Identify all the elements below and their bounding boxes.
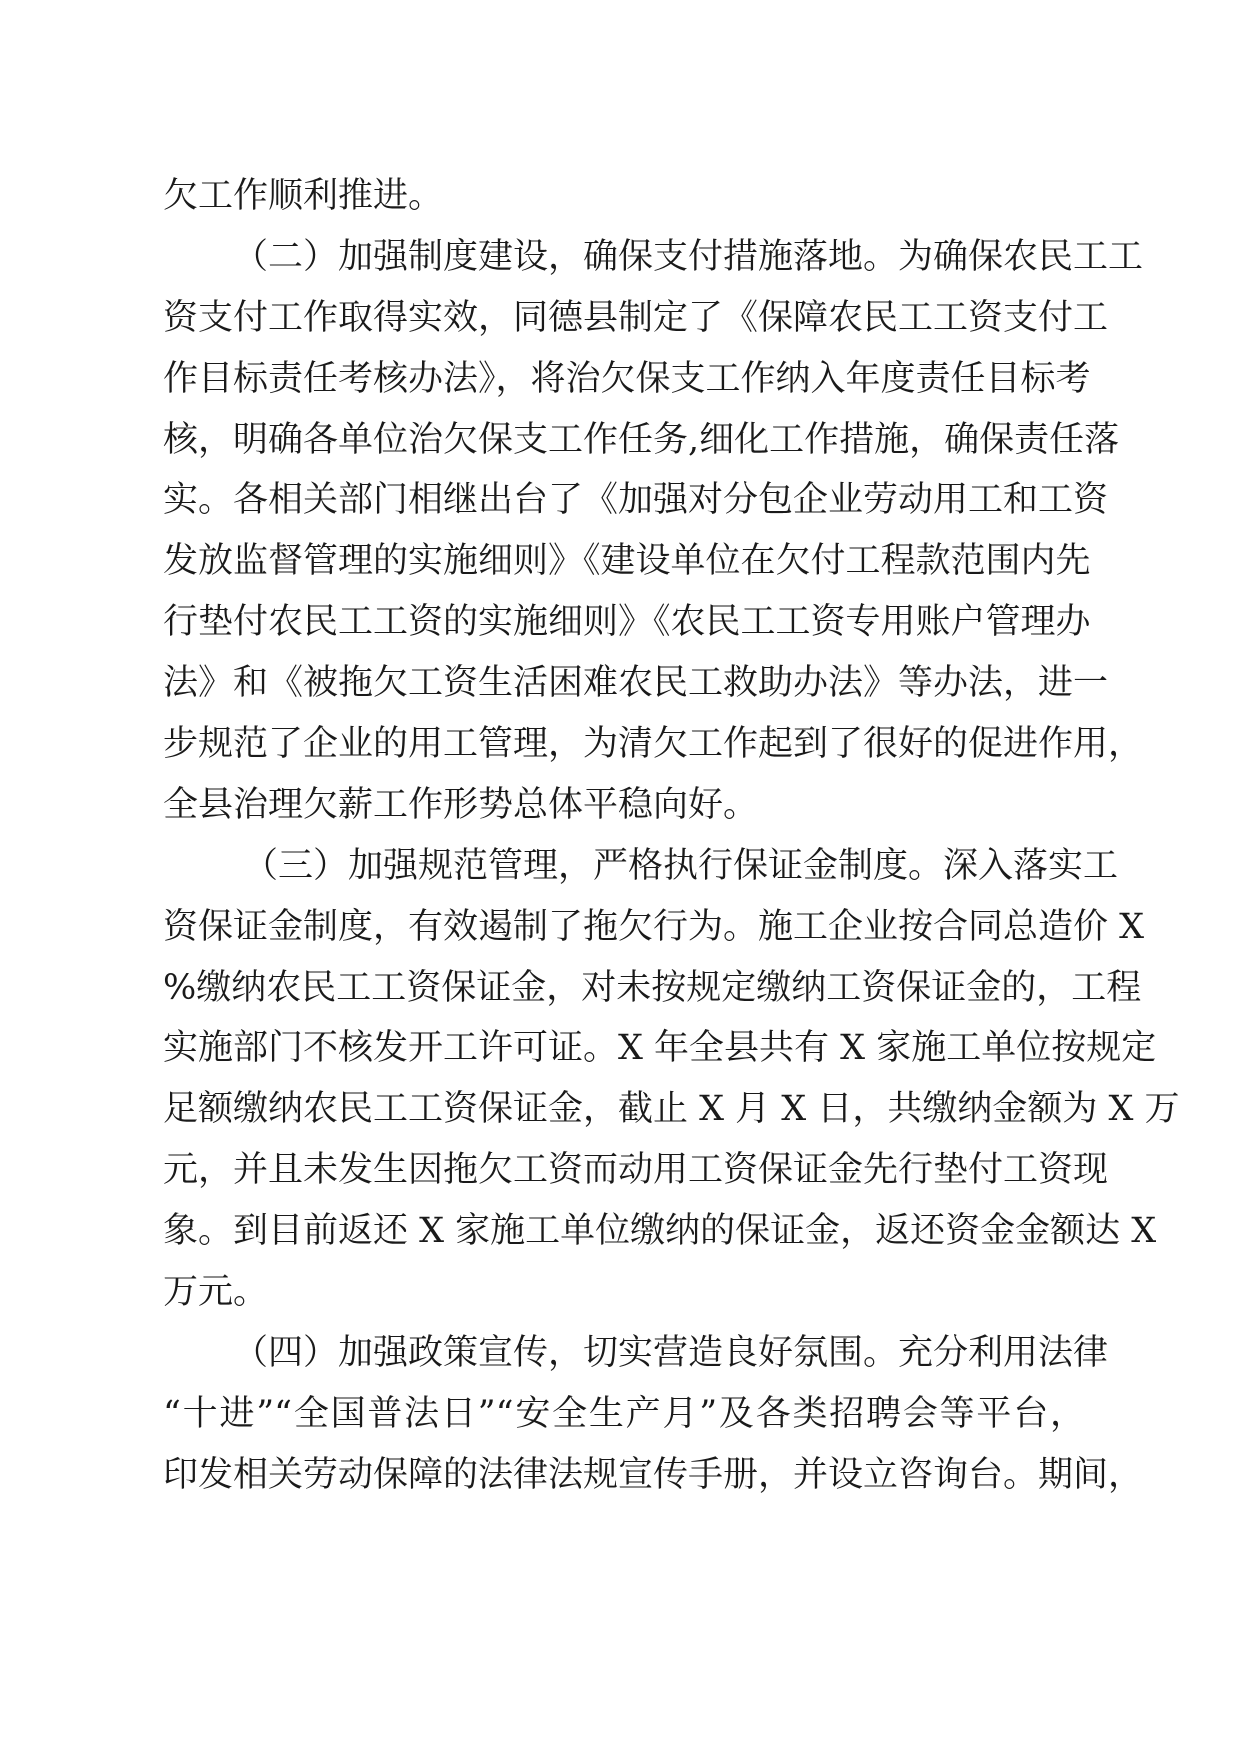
paragraph-line: 核，明确各单位治欠保支工作任务,细化工作措施，确保责任落	[163, 419, 1120, 460]
paragraph-line: 欠工作顺利推进。	[163, 176, 444, 216]
paragraph-line: 资保证金制度，有效遏制了拖欠行为。施工企业按合同总造价 X	[163, 906, 1145, 947]
paragraph-line: 足额缴纳农民工工资保证金，截止 X 月 X 日，共缴纳金额为 X 万	[163, 1089, 1180, 1130]
paragraph-line: 象。到目前返还 X 家施工单位缴纳的保证金，返还资金金额达 X	[163, 1211, 1157, 1252]
paragraph-line: “十进”“全国普法日”“安全生产月”及各类招聘会等平台，	[163, 1393, 1085, 1434]
paragraph-line: 步规范了企业的用工管理，为清欠工作起到了很好的促进作用，	[163, 724, 1144, 765]
paragraph-line: %缴纳农民工工资保证金，对未按规定缴纳工资保证金的，工程	[163, 967, 1142, 1008]
document-body	[163, 166, 1180, 1506]
paragraph-line: （二）加强制度建设，确保支付措施落地。为确保农民工工	[233, 236, 1144, 277]
paragraph-line: 行垫付农民工工资的实施细则》《农民工工资专用账户管理办	[163, 602, 1091, 643]
paragraph-line: 作目标责任考核办法》，将治欠保支工作纳入年度责任目标考	[163, 358, 1091, 399]
paragraph-line: （三）加强规范管理，严格执行保证金制度。深入落实工	[243, 845, 1119, 886]
paragraph-line: 全县治理欠薪工作形势总体平稳向好。	[163, 784, 759, 825]
paragraph-line: 资支付工作取得实效，同德县制定了《保障农民工工资支付工	[163, 297, 1109, 338]
paragraph-line: 实施部门不核发开工许可证。X 年全县共有 X 家施工单位按规定	[163, 1028, 1157, 1069]
paragraph-line: 法》和《被拖欠工资生活困难农民工救助办法》等办法，进一	[163, 663, 1109, 704]
paragraph-line: 发放监督管理的实施细则》《建设单位在欠付工程款范围内先	[163, 541, 1091, 582]
paragraph-line: （四）加强政策宣传，切实营造良好氛围。充分利用法律	[233, 1332, 1109, 1373]
paragraph-line: 印发相关劳动保障的法律法规宣传手册，并设立咨询台。期间，	[163, 1454, 1144, 1495]
paragraph-line: 万元。	[163, 1272, 269, 1313]
paragraph-line: 实。各相关部门相继出台了《加强对分包企业劳动用工和工资	[163, 480, 1109, 521]
paragraph-line: 元，并且未发生因拖欠工资而动用工资保证金先行垫付工资现	[163, 1150, 1109, 1191]
